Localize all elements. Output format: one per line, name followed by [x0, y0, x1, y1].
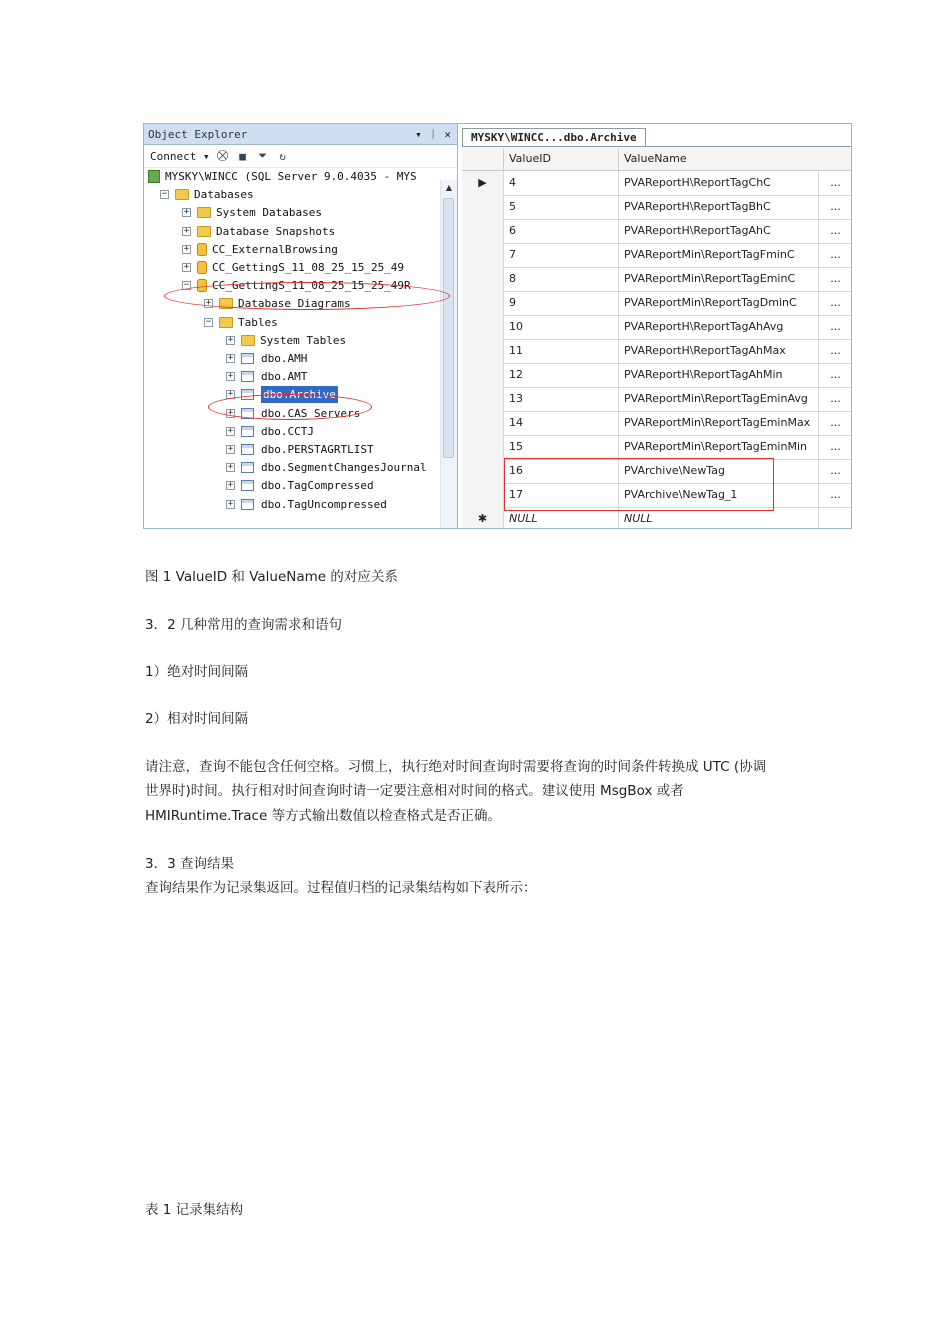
section-heading-3-2: 3．2 几种常用的查询需求和语句	[145, 617, 342, 633]
tree-node-label: dbo.SegmentChangesJournal	[261, 461, 427, 475]
cell-valueid[interactable]: 8	[504, 267, 619, 291]
disconnect-icon[interactable]: ⛒	[216, 149, 229, 162]
tree-node[interactable]	[226, 368, 307, 385]
cell-more-button[interactable]: ...	[830, 464, 841, 477]
cell-valuename[interactable]: PVAReportMin\ReportTagEminMax	[619, 411, 819, 435]
tree-node[interactable]	[226, 386, 338, 403]
folder-icon	[219, 298, 233, 309]
cell-more-button[interactable]: ...	[830, 344, 841, 357]
table-row[interactable]	[462, 387, 852, 412]
server-icon	[148, 170, 160, 183]
cell-valueid[interactable]: 15	[504, 435, 619, 459]
cell-valueid[interactable]: 10	[504, 315, 619, 339]
tree-node[interactable]	[226, 477, 374, 494]
expand-icon[interactable]: +	[227, 407, 234, 418]
tree-node[interactable]	[204, 314, 278, 331]
cell-valuename[interactable]: PVAReportH\ReportTagAhAvg	[619, 315, 819, 339]
row-header-corner	[462, 148, 504, 170]
column-header-valueid[interactable]: ValueID	[504, 148, 619, 170]
object-explorer-toolbar	[144, 145, 457, 168]
cell-more-button[interactable]: ...	[830, 368, 841, 381]
cell-valuename[interactable]: PVAReportH\ReportTagAhMax	[619, 339, 819, 363]
tree-node-label: dbo.Archive	[263, 388, 336, 402]
ssms-screenshot	[143, 123, 852, 529]
table-row[interactable]	[462, 291, 852, 316]
list-item-absolute-interval: 1）绝对时间间隔	[145, 664, 249, 680]
table-row[interactable]	[462, 267, 852, 292]
close-icon[interactable]: ✕	[444, 127, 451, 141]
folder-icon	[219, 317, 233, 328]
expand-icon[interactable]: +	[183, 243, 190, 254]
expand-icon[interactable]: +	[227, 334, 234, 345]
cell-valueid[interactable]: 16	[504, 459, 619, 483]
table-icon	[241, 389, 254, 400]
current-row-marker[interactable]: ▶	[462, 171, 504, 195]
expand-icon[interactable]: +	[227, 389, 234, 400]
table-icon	[241, 462, 254, 473]
folder-icon	[241, 335, 255, 346]
tree-node-label: Databases	[194, 188, 254, 202]
cell-valuename[interactable]: PVAReportH\ReportTagBhC	[619, 195, 819, 219]
list-item-relative-interval: 2）相对时间间隔	[145, 711, 249, 727]
table-row[interactable]	[462, 171, 852, 196]
scroll-up-icon[interactable]: ▲	[445, 183, 453, 192]
dropdown-arrow-icon[interactable]: ▾	[415, 127, 422, 141]
refresh-icon[interactable]: ↻	[279, 149, 286, 163]
expand-icon[interactable]: +	[183, 207, 190, 218]
tree-node[interactable]	[226, 459, 427, 476]
cell-more-button[interactable]: ...	[830, 488, 841, 501]
collapse-icon[interactable]: −	[161, 189, 168, 200]
filter-icon[interactable]: ⏷	[258, 149, 268, 162]
table-row[interactable]	[462, 219, 852, 244]
cell-valuename[interactable]: PVAReportMin\ReportTagEminAvg	[619, 387, 819, 411]
table-row[interactable]	[462, 363, 852, 388]
object-explorer-title: Object Explorer	[148, 127, 248, 141]
tree-node-label: dbo.TagUncompressed	[261, 497, 387, 511]
cell-valueid[interactable]: 5	[504, 195, 619, 219]
row-selector[interactable]	[462, 267, 504, 291]
cell-valueid[interactable]: 17	[504, 483, 619, 507]
cell-valuename[interactable]: NULL	[619, 507, 819, 529]
row-selector[interactable]	[462, 315, 504, 339]
paragraph-line-2: 世界时)时间。执行相对时间查询时请一定要注意相对时间的格式。建议使用 MsgBox 或者	[145, 783, 684, 799]
cell-valueid[interactable]: 12	[504, 363, 619, 387]
row-selector[interactable]	[462, 339, 504, 363]
tree-node-label: Database Diagrams	[238, 297, 351, 311]
pin-icon[interactable]: ᛁ	[429, 127, 437, 141]
row-selector[interactable]	[462, 483, 504, 507]
new-row-marker[interactable]: ✱	[462, 507, 504, 529]
cell-more-button[interactable]	[819, 507, 852, 529]
table-icon	[241, 408, 254, 419]
cell-valueid[interactable]: 14	[504, 411, 619, 435]
object-tree	[144, 168, 440, 528]
database-icon	[197, 243, 207, 256]
folder-icon	[197, 207, 211, 218]
row-selector[interactable]	[462, 219, 504, 243]
tree-node-label: dbo.PERSTAGRTLIST	[261, 443, 374, 456]
tree-node[interactable]	[182, 223, 335, 240]
cell-valuename[interactable]: PVAReportH\ReportTagAhMin	[619, 363, 819, 387]
table-icon	[241, 480, 254, 491]
cell-more-button[interactable]: ...	[830, 224, 841, 237]
tree-node-label: System Databases	[216, 206, 322, 220]
section-heading-3-3: 3．3 查询结果	[145, 856, 234, 872]
cell-more-button[interactable]: ...	[830, 176, 841, 189]
cell-valueid[interactable]: NULL	[504, 507, 619, 529]
table-caption: 表 1 记录集结构	[145, 1202, 244, 1218]
cell-valuename[interactable]: PVAReportH\ReportTagAhC	[619, 219, 819, 243]
row-selector[interactable]	[462, 363, 504, 387]
table-icon	[241, 353, 254, 364]
table-icon	[241, 444, 254, 455]
scrollbar-thumb[interactable]	[443, 198, 454, 458]
paragraph-line-1: 请注意，查询不能包含任何空格。习惯上，执行绝对时间查询时需要将查询的时间条件转换成 UTC (协调	[145, 759, 767, 775]
table-icon	[241, 371, 254, 382]
expand-icon[interactable]: +	[227, 498, 234, 509]
tree-scrollbar[interactable]	[440, 180, 457, 528]
tree-node-label: CC_GettingS_11_08_25_15_25_49	[212, 261, 405, 274]
tree-node[interactable]	[148, 168, 417, 185]
tree-node-label: System Tables	[260, 333, 347, 347]
tree-node-label: dbo.AMH	[261, 352, 308, 365]
cell-valuename[interactable]: PVAReportMin\ReportTagFminC	[619, 243, 819, 267]
table-row[interactable]	[462, 435, 852, 460]
row-selector[interactable]	[462, 411, 504, 435]
expand-icon[interactable]: +	[227, 444, 234, 454]
tree-node[interactable]	[226, 496, 387, 513]
expand-icon[interactable]: +	[227, 425, 234, 436]
tree-node[interactable]	[226, 405, 360, 422]
tree-node[interactable]	[160, 186, 254, 203]
tree-node-label: CC_GettingS_11_08_25_15_25_49R	[212, 279, 411, 293]
tree-node[interactable]	[182, 277, 411, 294]
cell-valuename[interactable]: PVArchive\NewTag	[619, 459, 819, 483]
collapse-icon[interactable]: −	[183, 280, 190, 291]
cell-more-button[interactable]: ...	[830, 200, 841, 213]
cell-valuename[interactable]: PVAReportMin\ReportTagEminC	[619, 267, 819, 291]
tree-node-label: dbo.TagCompressed	[261, 479, 374, 493]
paragraph-line-3: HMIRuntime.Trace 等方式输出数值以检查格式是否正确。	[145, 808, 502, 824]
cell-valueid[interactable]: 9	[504, 291, 619, 315]
cell-valuename[interactable]: PVArchive\NewTag_1	[619, 483, 819, 507]
tree-node-label: Tables	[238, 315, 278, 329]
cell-more-button[interactable]: ...	[830, 392, 841, 405]
table-row[interactable]	[462, 315, 852, 340]
tree-node-label: dbo.AMT	[261, 370, 308, 384]
table-row[interactable]	[462, 195, 852, 220]
object-explorer-titlebar	[144, 124, 457, 145]
tree-node[interactable]	[204, 295, 351, 312]
table-row[interactable]	[462, 339, 852, 364]
result-description: 查询结果作为记录集返回。过程值归档的记录集结构如下表所示：	[145, 880, 537, 896]
tab-archive-table[interactable]: MYSKY\WINCC...dbo.Archive	[462, 128, 646, 147]
expand-icon[interactable]: +	[183, 225, 190, 236]
tree-node[interactable]	[226, 441, 374, 458]
tree-node[interactable]	[226, 423, 314, 440]
expand-icon[interactable]: +	[227, 462, 234, 473]
table-row[interactable]	[462, 459, 852, 484]
row-selector[interactable]	[462, 291, 504, 315]
tree-node[interactable]	[182, 259, 404, 276]
row-selector[interactable]	[462, 195, 504, 219]
column-header-valuename[interactable]: ValueName	[619, 148, 852, 170]
cell-more-button[interactable]: ...	[830, 320, 841, 333]
tree-node[interactable]	[182, 241, 338, 258]
figure-caption: 图 1 ValueID 和 ValueName 的对应关系	[145, 569, 398, 585]
object-explorer-panel	[144, 124, 458, 528]
table-row[interactable]	[462, 483, 852, 508]
row-selector[interactable]	[462, 243, 504, 267]
cell-valueid[interactable]: 7	[504, 243, 619, 267]
cell-valuename[interactable]: PVAReportMin\ReportTagDminC	[619, 291, 819, 315]
expand-icon[interactable]: +	[227, 371, 234, 382]
tree-node-label: MYSKY\WINCC (SQL Server 9.0.4035 - MYS	[165, 170, 417, 183]
tab-underline	[462, 146, 852, 147]
expand-icon[interactable]: +	[227, 480, 234, 491]
cell-more-button[interactable]: ...	[830, 272, 841, 285]
grid-header	[462, 148, 852, 171]
row-selector[interactable]	[462, 387, 504, 411]
database-icon	[197, 261, 207, 274]
tree-node-label: dbo.CCTJ	[261, 424, 314, 438]
row-selector[interactable]	[462, 435, 504, 459]
cell-more-button[interactable]: ...	[830, 296, 841, 309]
tree-node[interactable]	[226, 350, 307, 367]
table-icon	[241, 426, 254, 437]
collapse-icon[interactable]: −	[205, 316, 212, 327]
cell-valueid[interactable]: 13	[504, 387, 619, 411]
tree-node[interactable]	[226, 332, 346, 349]
table-row[interactable]	[462, 243, 852, 268]
folder-icon	[197, 226, 211, 237]
stop-icon[interactable]: ■	[239, 149, 246, 163]
cell-valueid[interactable]: 4	[504, 171, 619, 195]
cell-more-button[interactable]: ...	[830, 416, 841, 429]
expand-icon[interactable]: +	[205, 298, 212, 309]
database-icon	[197, 279, 207, 292]
table-icon	[241, 499, 254, 510]
table-row[interactable]	[462, 507, 852, 529]
tree-node-label: CC_ExternalBrowsing	[212, 242, 338, 256]
cell-valuename[interactable]: PVAReportH\ReportTagChC	[619, 171, 819, 195]
tree-node[interactable]	[182, 204, 322, 221]
cell-more-button[interactable]: ...	[830, 440, 841, 453]
cell-valueid[interactable]: 11	[504, 339, 619, 363]
cell-valuename[interactable]: PVAReportMin\ReportTagEminMin	[619, 435, 819, 459]
results-grid-pane	[462, 124, 852, 528]
folder-icon	[175, 189, 189, 200]
table-row[interactable]	[462, 411, 852, 436]
expand-icon[interactable]: +	[183, 262, 190, 272]
cell-more-button[interactable]: ...	[830, 248, 841, 261]
expand-icon[interactable]: +	[227, 353, 234, 363]
tree-node-label: dbo.CAS_Servers	[261, 406, 361, 420]
tree-node-label: Database Snapshots	[216, 224, 336, 238]
connect-button[interactable]: Connect ▾	[150, 149, 210, 163]
cell-valueid[interactable]: 6	[504, 219, 619, 243]
row-selector[interactable]	[462, 459, 504, 483]
